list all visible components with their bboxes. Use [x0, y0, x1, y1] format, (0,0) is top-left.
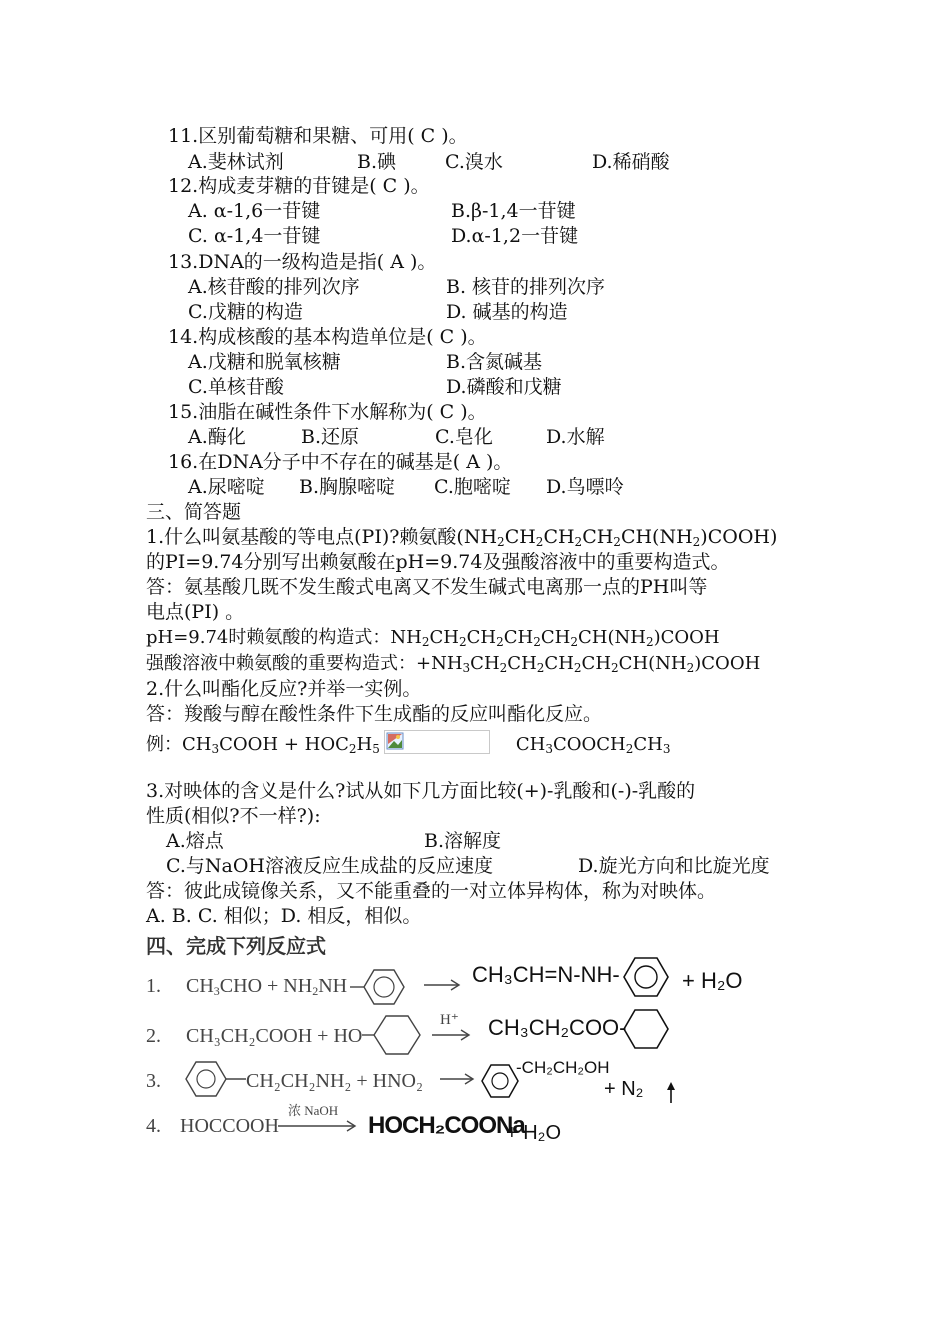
answer-1-line1: 答：氨基酸几既不发生酸式电离又不发生碱式电离那一点的PH叫等: [146, 576, 708, 598]
answer-2: 答：羧酸与醇在酸性条件下生成酯的反应叫酯化反应。: [146, 703, 603, 725]
section-3-title: 三、简答题: [146, 501, 242, 523]
text: pH=9.74时赖氨酸的构造式：: [146, 627, 391, 648]
reaction-3-reactants: CH₂CH₂NH₂ + HNO₂: [246, 1070, 423, 1092]
text: 强酸溶液中赖氨酸的重要构造式：: [146, 653, 416, 674]
answer-3-line2: A. B. C. 相似；D. 相反，相似。: [146, 905, 422, 927]
cyclohexane-ring-icon: [620, 1004, 672, 1054]
answer-1-line3: pH=9.74时赖氨酸的构造式：$NH_2CH_2CH_2CH_2CH_2CH(NH_2)COOH$: [146, 627, 720, 649]
benzene-ring-icon: [618, 950, 674, 1004]
option: C.皂化: [435, 426, 493, 448]
text: CH: [186, 975, 214, 997]
option: D.磷酸和戊糖: [446, 376, 562, 398]
option: D. 碱基的构造: [446, 301, 568, 323]
option: A.戊糖和脱氧核糖: [188, 351, 341, 373]
benzene-ring-icon: [180, 1056, 248, 1102]
reaction-1-reactants: $CH_3CHO + NH_2NH$: [186, 975, 348, 998]
option: B.碘: [357, 151, 397, 173]
broken-image-icon: [384, 730, 490, 754]
reaction-3-product: -CH₂CH₂OH: [516, 1058, 610, 1077]
short-question-3-line2: 性质(相似?不一样?):: [146, 805, 321, 827]
option: C. α-1,4一苷键: [188, 225, 321, 247]
option: D.α-1,2一苷键: [451, 225, 579, 247]
benzene-ring-icon: [480, 1058, 520, 1104]
text: 1.什么叫氨基酸的等电点(PI)?赖氨酸(NH: [146, 526, 498, 548]
reaction-4-reactant: HOCCOOH: [180, 1115, 279, 1137]
option: D.旋光方向和比旋光度: [578, 855, 770, 877]
option: A.核苷酸的排列次序: [188, 276, 360, 298]
section-4-title: 四、完成下列反应式: [146, 934, 326, 958]
option: A. α-1,6一苷键: [188, 200, 321, 222]
question-13: 13.DNA的一级构造是指( A )。: [168, 251, 437, 273]
reaction-4-product: HOCH₂COONa: [368, 1112, 525, 1139]
reaction-3-number: 3.: [146, 1070, 161, 1092]
question-11: 11.区别葡萄糖和果糖、可用( C )。: [168, 125, 468, 147]
text: NH: [318, 975, 348, 997]
reaction-2-reactants: CH₃CH₂COOH + HO: [186, 1025, 363, 1047]
cyclohexane-ring-icon: [362, 1010, 428, 1060]
option: B. 核苷的排列次序: [446, 276, 606, 298]
option: B.胸腺嘧啶: [299, 476, 396, 498]
short-question-2: 2.什么叫酯化反应?并举一实例。: [146, 678, 422, 700]
reaction-1-water: + H₂O: [682, 968, 743, 993]
reaction-1-product: CH₃CH=N-NH-: [472, 962, 620, 987]
option: A.尿嘧啶: [188, 476, 265, 498]
option: A.酶化: [188, 426, 246, 448]
benzene-ring-icon: [350, 962, 414, 1012]
reaction-4-number: 4.: [146, 1115, 161, 1137]
option: C.溴水: [445, 151, 503, 173]
option: B.还原: [301, 426, 360, 448]
reaction-1-number: 1.: [146, 975, 161, 997]
question-15: 15.油脂在碱性条件下水解称为( C )。: [168, 401, 487, 423]
option: C.胞嘧啶: [434, 476, 511, 498]
text: COOH): [707, 526, 778, 548]
short-question-1-line1: 1.什么叫氨基酸的等电点(PI)?赖氨酸$(NH_2CH_2CH_2CH_2CH(NH_2)COOH)$: [146, 526, 778, 549]
reaction-4-water: + H₂O: [506, 1122, 561, 1144]
short-question-1-line2: 的PI=9.74分别写出赖氨酸在pH=9.74及强酸溶液中的重要构造式。: [146, 551, 730, 573]
question-16: 16.在DNA分子中不存在的碱基是( A )。: [168, 451, 513, 473]
option: C.单核苷酸: [188, 376, 284, 398]
reaction-arrow-icon: [424, 978, 462, 992]
esterification-example: 例：$CH_3COOH + HOC_2H_5$ $CH_3COOCH_2CH_3$: [146, 730, 671, 757]
reaction-4-condition: 浓 NaOH: [288, 1103, 339, 1118]
reaction-arrow-icon: [432, 1028, 472, 1042]
option: B.β-1,4一苷键: [451, 200, 576, 222]
option: A.熔点: [166, 830, 224, 852]
text: 例：: [146, 734, 182, 755]
reaction-3-nitrogen: + N₂: [604, 1078, 644, 1100]
gas-evolution-arrow-icon: [666, 1082, 676, 1104]
option: D.水解: [546, 426, 605, 448]
reaction-2-condition: H⁺: [440, 1012, 459, 1028]
option: D.鸟嘌呤: [546, 476, 624, 498]
answer-1-line2: 电点(PI) 。: [146, 601, 245, 623]
reaction-2-product: CH₃CH₂COO-: [488, 1015, 627, 1040]
option: C.与NaOH溶液反应生成盐的反应速度: [166, 855, 493, 877]
reaction-arrow-icon: [440, 1072, 476, 1086]
reaction-arrow-icon: [278, 1119, 358, 1133]
text: CHO + NH: [219, 975, 313, 997]
option: D.稀硝酸: [592, 151, 670, 173]
question-12: 12.构成麦芽糖的苷键是( C )。: [168, 175, 430, 197]
option: C.戊糖的构造: [188, 301, 303, 323]
answer-3-line1: 答：彼此成镜像关系，又不能重叠的一对立体异构体，称为对映体。: [146, 880, 717, 902]
option: A.斐林试剂: [188, 151, 284, 173]
short-question-3-line1: 3.对映体的含义是什么?试从如下几方面比较(+)-乳酸和(-)-乳酸的: [146, 780, 696, 802]
option: B.溶解度: [424, 830, 502, 852]
question-14: 14.构成核酸的基本构造单位是( C )。: [168, 326, 487, 348]
reaction-2-number: 2.: [146, 1025, 161, 1047]
option: B.含氮碱基: [446, 351, 543, 373]
answer-1-line4: 强酸溶液中赖氨酸的重要构造式：$+NH_3CH_2CH_2CH_2CH_2CH(NH_2)COOH$: [146, 653, 761, 675]
